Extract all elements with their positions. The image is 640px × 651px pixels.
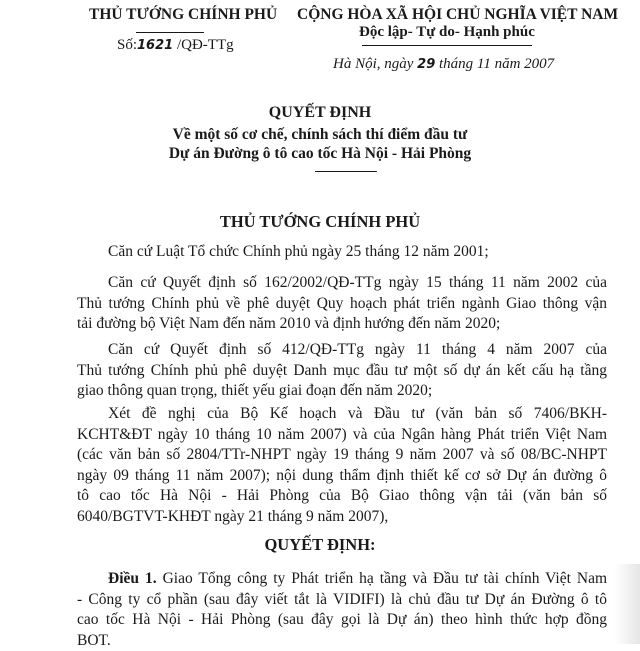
- doc-number-suffix: /QĐ-TTg: [177, 37, 234, 53]
- basis-line: Căn cứ Quyết định số 162/2002/QĐ-TTg ngày 15 tháng 11 năm 2002 của: [77, 273, 607, 294]
- basis-line: KCHT&ĐT ngày 10 tháng 10 năm 2007) và của Ngân hàng Phát triển Việt Nam: [77, 425, 607, 446]
- basis-paragraph-2: [77, 273, 607, 335]
- doc-number-handwritten: 1621: [137, 38, 173, 53]
- article-1-label: Điều 1.: [108, 570, 157, 587]
- basis-line: giao thông quan trọng, thiết yếu giai đoạn đến năm 2020;: [77, 381, 607, 402]
- basis-line: Thủ tướng Chính phủ về phê duyệt Quy hoạch phát triển ngành Giao thông vận: [77, 294, 607, 315]
- basis-paragraph-4: [77, 404, 607, 527]
- basis-line: ngày 09 tháng 11 năm 2007); nội dung thẩm định thiết kế cơ sở Dự án đường ô: [77, 466, 607, 487]
- basis-paragraph-1: [77, 242, 607, 263]
- country-name: CỘNG HÒA XÃ HỘI CHỦ NGHĨA VIỆT NAM: [297, 6, 618, 24]
- article-line: cao tốc Hà Nội - Hải Phòng (sau đây gọi là Dự án) theo hình thức hợp đồng: [77, 610, 607, 631]
- authority-heading: THỦ TƯỚNG CHÍNH PHỦ: [0, 212, 640, 232]
- title-underline: [315, 171, 377, 172]
- basis-line: Căn cứ Quyết định số 412/QĐ-TTg ngày 11 tháng 4 năm 2007 của: [77, 340, 607, 361]
- article-line: - Công ty cổ phần (sau đây viết tắt là VIDIFI) là chủ đầu tư Dự án Đường ô tô: [77, 590, 607, 611]
- document-subtitle-line1: Về một số cơ chế, chính sách thí điểm đầu tư: [0, 126, 640, 144]
- basis-line: tô cao tốc Hà Nội - Hải Phòng của Bộ Giao thông vận tải (văn bản số: [77, 486, 607, 507]
- document-number: [117, 37, 234, 54]
- date-suffix: tháng 11 năm 2007: [439, 56, 554, 72]
- basis-line: Xét đề nghị của Bộ Kế hoạch và Đầu tư (văn bản số 7406/BKH-: [77, 404, 607, 425]
- national-motto: Độc lập- Tự do- Hạnh phúc: [359, 24, 535, 41]
- basis-paragraph-3: [77, 340, 607, 402]
- article-1: [77, 569, 607, 651]
- basis-line: 6040/BGTVT-KHĐT ngày 21 tháng 9 năm 2007),: [77, 507, 607, 528]
- place-and-date: [333, 56, 554, 73]
- issuer-name: THỦ TƯỚNG CHÍNH PHỦ: [89, 6, 277, 24]
- basis-line: tải đường bộ Việt Nam đến năm 2010 và định hướng đến năm 2020;: [77, 314, 607, 335]
- article-line: BOT.: [77, 631, 607, 651]
- issuer-underline: [136, 32, 204, 33]
- article-1-first-line-text: Giao Tổng công ty Phát triển hạ tầng và Đầu tư tài chính Việt Nam: [163, 570, 607, 587]
- date-day-handwritten: 29: [417, 57, 435, 72]
- article-1-first-line: [77, 569, 607, 590]
- document-subtitle-line2: Dự án Đường ô tô cao tốc Hà Nội - Hải Phòng: [0, 145, 640, 163]
- decision-heading: QUYẾT ĐỊNH:: [0, 535, 640, 555]
- document-type-heading: QUYẾT ĐỊNH: [0, 104, 640, 122]
- basis-line: Thủ tướng Chính phủ phê duyệt Danh mục đầu tư một số dự án kết cấu hạ tầng: [77, 361, 607, 382]
- motto-underline: [362, 45, 532, 46]
- basis-line: (các văn bản số 2804/TTr-NHPT ngày 19 tháng 9 năm 2007 và số 08/BC-NHPT: [77, 445, 607, 466]
- doc-number-prefix: Số:: [117, 37, 137, 53]
- page-edge-shadow: [614, 564, 640, 644]
- basis-line: Căn cứ Luật Tổ chức Chính phủ ngày 25 tháng 12 năm 2001;: [77, 242, 607, 263]
- date-prefix: Hà Nội, ngày: [333, 56, 413, 72]
